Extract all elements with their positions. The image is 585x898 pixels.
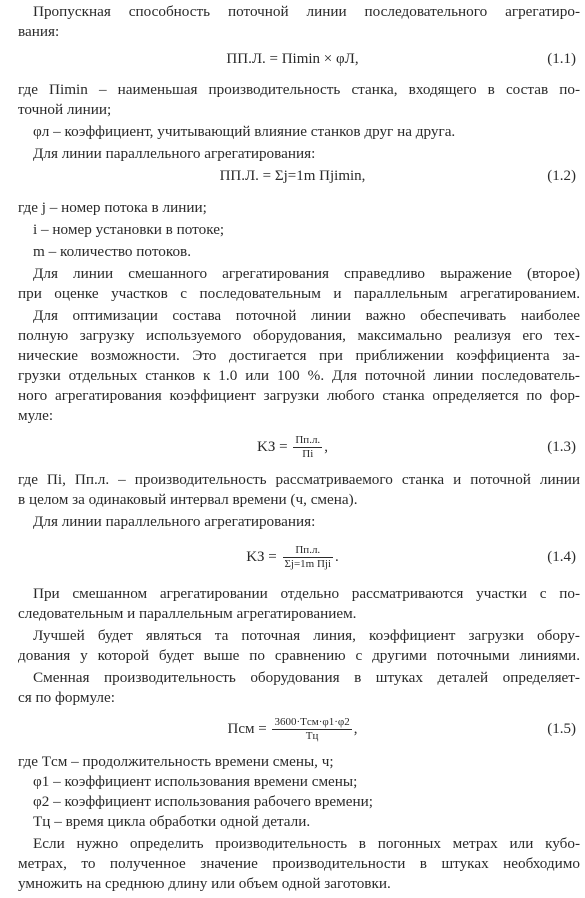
text-line: Для линии смешанного агрегатирования справедливо выражение (второе) [33, 265, 580, 282]
formula-1-5 [0, 716, 585, 742]
text-line: метрах, то полученное значение производительности в штуках необходимо [18, 855, 580, 872]
text-line: грузки отдельных станков к 1.0 или 100 %. Для поточной линии последователь- [18, 367, 580, 384]
formula-expression: ПП.Л. = Пimin × φЛ, [226, 51, 359, 67]
formula-1-2 [0, 163, 585, 189]
fraction-numerator: 3600·Tсм·φ1·φ2 [274, 716, 350, 729]
formula-1-4 [0, 544, 585, 570]
fraction-denominator: Σj=1m Пji [284, 558, 332, 571]
formula-expression [0, 544, 585, 571]
text-line: Для линии параллельного агрегатирования: [33, 513, 316, 530]
text-line: ного агрегатирования коэффициент загрузки любого станка определяется по фор- [18, 387, 580, 404]
formula-tail: . [335, 549, 339, 565]
text-line: i – номер установки в потоке; [33, 221, 225, 238]
formula-number: (1.1) [547, 51, 576, 67]
text-line: φ1 – коэффициент использования времени смены; [33, 773, 358, 790]
fraction [283, 544, 334, 571]
text-line: дования у которой будет выше по сравнению с другими поточными линиями. [18, 647, 580, 664]
text-line: Тц – время цикла обработки одной детали. [33, 813, 311, 830]
text-line: нические возможности. Это достигается при приближении коэффициента за- [18, 347, 580, 364]
fraction [272, 716, 351, 743]
text-line: m – количество потоков. [33, 243, 192, 260]
formula-expression: ПП.Л. = Σj=1m Пjimin, [219, 168, 366, 184]
text-line: где Пimin – наименьшая производительность станка, входящего в состав по- [18, 81, 580, 98]
text-line: умножить на среднюю длину или объем одной заготовки. [18, 875, 391, 892]
formula-number: (1.3) [547, 439, 576, 455]
text-line: Пропускная способность поточной линии последовательного агрегатиро- [33, 3, 580, 20]
fraction [293, 434, 322, 461]
text-line: Для линии параллельного агрегатирования: [33, 145, 316, 162]
text-line: φл – коэффициент, учитывающий влияние станков друг на друга. [33, 123, 456, 140]
text-line: где Пi, Пп.л. – производительность рассматриваемого станка и поточной линии [18, 471, 580, 488]
fraction-numerator: Пп.л. [295, 434, 321, 447]
text-line: следовательным и параллельным агрегатированием. [18, 605, 357, 622]
formula-lhs: Псм = [227, 721, 267, 737]
text-line: точной линии; [18, 101, 112, 118]
formula-number: (1.4) [547, 549, 576, 565]
text-line: где Tсм – продолжительность времени смены, ч; [18, 753, 334, 770]
fraction-denominator: Пi [302, 448, 314, 461]
fraction-numerator: Пп.л. [283, 544, 334, 558]
formula-tail: , [324, 439, 328, 455]
text-line: где j – номер потока в линии; [18, 199, 207, 216]
text-line: φ2 – коэффициент использования рабочего времени; [33, 793, 374, 810]
text-line: ся по формуле: [18, 689, 115, 706]
formula-tail: , [353, 721, 358, 737]
text-line: при оценке участков с последовательным и параллельным агрегатированием. [18, 285, 580, 302]
text-line: в целом за одинаковый интервал времени (ч, смена). [18, 491, 358, 508]
formula-1-1 [0, 46, 585, 72]
formula-expression [0, 716, 585, 743]
text-line: При смешанном агрегатировании отдельно рассматриваются участки с по- [33, 585, 580, 602]
formula-number: (1.2) [547, 168, 576, 184]
text-line: Для оптимизации состава поточной линии важно обеспечивать наиболее [33, 307, 580, 324]
formula-expression [0, 434, 585, 461]
text-line: Если нужно определить производительность в погонных метрах или кубо- [33, 835, 580, 852]
text-line: муле: [18, 407, 54, 424]
text-line: полную загрузку используемого оборудования, максимально реализуя его тех- [18, 327, 580, 344]
formula-lhs: KЗ = [257, 439, 288, 455]
text-line: вания: [18, 23, 60, 40]
formula-number: (1.5) [547, 721, 576, 737]
formula-1-3 [0, 434, 585, 460]
text-line: Сменная производительность оборудования в штуках деталей определяет- [33, 669, 580, 686]
text-line: Лучшей будет являться та поточная линия, коэффициент загрузки обору- [33, 627, 580, 644]
fraction-denominator: Tц [305, 730, 319, 743]
formula-lhs: KЗ = [246, 549, 277, 565]
